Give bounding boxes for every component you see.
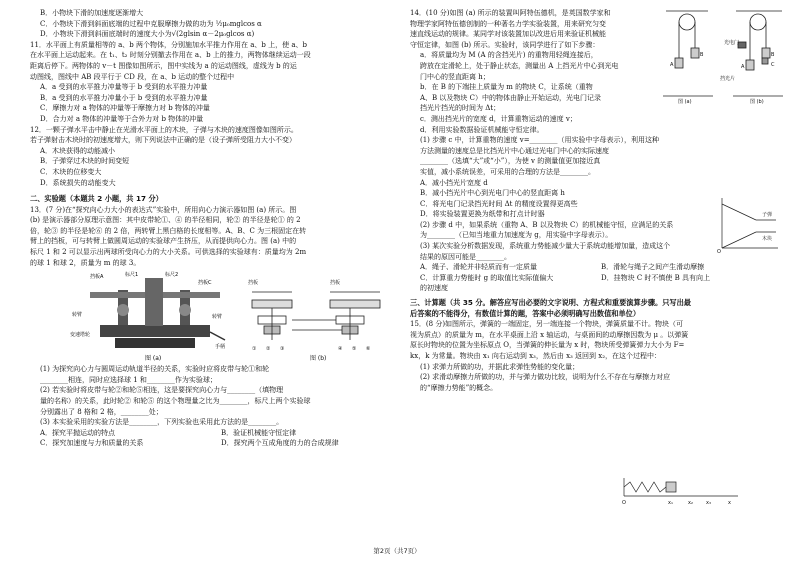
svg-text:手柄: 手柄 <box>215 344 226 351</box>
subquestion-line: 分别露出了 8 格和 2 格，________处； <box>40 407 163 416</box>
option-row <box>40 428 402 439</box>
question-text-line: 臂上的挡板，可与转臂上做圆周运动的实验球产生挤压，从而提供向心力。图 (a) 中的 <box>30 237 297 246</box>
svg-text:挡光片: 挡光片 <box>720 76 736 82</box>
question-text-line: 的球 1 和球 2，质量为 m 的球 3。 <box>30 258 141 267</box>
question-text-line: 15．(8 分)如图所示，弹簧的一端固定，另一端连接一个物块，弹簧质量不计。物块（可 <box>410 320 684 329</box>
question-11-options <box>30 82 402 124</box>
question-text-line: 距离后停下。两物体的 v－t 图像如图所示，图中实线为 a 的运动图线，虚线为 b 的运 <box>30 61 297 70</box>
svg-text:B: B <box>771 52 775 58</box>
question-12-options <box>30 146 402 188</box>
subquestion-line: (3) 本实验采用的实验方法是________，下列实验也采用此方法的是________。 <box>40 418 284 427</box>
option-row <box>420 273 782 284</box>
question-text-line: 14．(10 分)如图 (a) 所示的装置叫阿特伍德机，是英国数学家和 <box>410 9 611 17</box>
question-13 <box>30 205 402 269</box>
question-text-line: kx，k 为常量。物块由 x₁ 向右运动到 x₃，然后由 x₃ 返回到 x₂，在这个过程中： <box>410 352 662 360</box>
option-line: D．系统损失的动能变大 <box>40 178 116 187</box>
svg-text:x₁: x₁ <box>668 500 673 506</box>
option-line: C．木块的位移变大 <box>40 167 102 176</box>
svg-text:转臂: 转臂 <box>72 312 83 319</box>
left-column <box>30 8 402 449</box>
step-line: 跨放在定滑轮上，处于静止状态，测量出 A 上挡光片中心到光电 <box>420 61 619 70</box>
question-text-line: 倍，轮③ 的半径是轮⑥ 的 2 倍，两转臂上黑白格的长度相等。A、B、C 为三根固定在转 <box>30 226 307 235</box>
svg-text:⑤: ⑤ <box>352 346 357 353</box>
question-11 <box>30 40 402 82</box>
option-line: A．木块获得的动能减小 <box>40 146 116 155</box>
option-text: C．探究加速度与力和质量的关系 <box>40 439 144 448</box>
option-text: A．绳子、滑轮并非轻质而有一定质量 <box>420 263 538 272</box>
subquestion-line: D．将实验装置更换为纸带和打点计时器 <box>420 210 545 219</box>
option-line: B．子弹穿过木块的时间变短 <box>40 157 130 166</box>
question-text-line: 标尺 1 和 2 可以显示出两球所受向心力的大小关系。可供选择的实验球有：质量均为 2m <box>30 248 307 257</box>
question-15-subparts <box>410 362 671 394</box>
question-text-line: (b) 是演示器部分原理示意图：其中皮带轮①、④ 的半径相同，轮② 的半径是轮① 的 2 <box>30 216 301 225</box>
option-line: B．a 受到的水平推力冲量小于 b 受到的水平推力冲量 <box>40 93 208 102</box>
option-text <box>601 283 782 294</box>
subquestion-line: B．减小挡光片中心到光电门中心的竖直距离 h <box>420 189 565 198</box>
option-text: D．探究两个互成角度的力的合成规律 <box>221 439 339 448</box>
svg-text:光电门: 光电门 <box>724 40 740 46</box>
question-text-line: 物理学家阿特伍德创制的一种著名力学实验装置，用来研究匀变 <box>410 19 606 28</box>
svg-text:图 (a): 图 (a) <box>678 99 692 105</box>
svg-text:②: ② <box>266 346 271 353</box>
right-column <box>410 8 782 506</box>
option-row <box>420 262 782 273</box>
section-heading-line: 后答案的不能得分，有数值计算的题，答案中必须明确写出数值和单位） <box>410 308 641 318</box>
step-line: b．在 B 的下端挂上质量为 m 的物块 C，让系统（重物 <box>420 83 593 92</box>
svg-text:标尺1: 标尺1 <box>125 272 139 279</box>
question-text-line: 若子弹射击木块时的初速度增大，则下列说法中正确的是（设子弹所受阻力大小不变） <box>30 136 296 145</box>
svg-text:转臂: 转臂 <box>212 314 223 321</box>
svg-text:x₂: x₂ <box>688 500 693 506</box>
svg-text:挡板C: 挡板C <box>198 280 212 287</box>
subquestion-line: 量的名称）的关系，此时轮② 和轮⑤ 的这个物理量之比为________，标尺上两个实验球 <box>40 397 311 406</box>
option-line: A．a 受到的水平推力冲量等于 b 受到的水平推力冲量 <box>40 83 208 92</box>
svg-text:⑥: ⑥ <box>366 346 371 353</box>
svg-text:O: O <box>622 500 626 506</box>
option-d-prev: D．小物块下滑到斜面底端时的速度大小为√(2glsin α－2μ₀glcos α) <box>40 30 255 39</box>
subquestion-line: ________相连，同时应选择球 1 和________作为实验球； <box>40 375 217 384</box>
step-line: 挡光片挡光的时间为 Δt； <box>420 104 501 113</box>
subquestion-line: (2) 求滑动摩擦力所做的功，并与弹力做功比较，说明为什么不存在与摩擦力对应 <box>420 373 671 382</box>
question-text-line: 动图线，图线中 AB 段平行于 CD 段，在 a、b 运动的整个过程中 <box>30 72 235 81</box>
step-line: d．利用实验数据验证机械能守恒定律。 <box>420 125 544 134</box>
question-text-line: 守恒定律，如图 (b) 所示。实验时，该同学进行了如下步骤： <box>410 40 600 49</box>
section-2-heading: 二、实验题（本题共 2 小题，共 17 分） <box>30 194 163 204</box>
subquestion-line: 的“摩擦力势能”的概念。 <box>420 383 498 392</box>
step-line: A、B 以及物块 C）中的物体由静止开始运动，光电门记录 <box>420 93 602 102</box>
question-13-options <box>30 428 402 449</box>
option-row <box>40 438 402 449</box>
svg-text:B: B <box>700 52 704 58</box>
figure-centripetal-apparatus <box>30 270 402 362</box>
subquestion-line: (2) 步骤 d 中，如果系统（重物 A、B 以及物块 C）的机械能守恒，应满足的关系 <box>420 220 674 229</box>
subquestion-line: 方法测量的速度总是比挡光片中心通过光电门中心的实际速度 <box>420 146 609 155</box>
question-text-line: 视为质点）的质量为 m，在水平桌面上沿 x 轴运动，与桌面间的动摩擦因数为 μ 。以弹簧 <box>410 330 689 339</box>
subquestion-line: ________（选填“大”或“小”），为使 v 的测量值更加接近真 <box>420 157 601 166</box>
question-14-options <box>410 262 782 294</box>
question-text-line: 13．(7 分)在“探究向心力大小的表达式”实验中，所用向心力演示器如图 (a) 所示。图 <box>30 205 297 214</box>
option-b-prev: B．小物块下滑的加速度逐渐增大 <box>40 9 144 17</box>
svg-text:③: ③ <box>280 346 285 353</box>
question-text-line: 速直线运动的规律。某同学对该装置加以改进后用来验证机械能 <box>410 30 606 39</box>
section-heading-line: 三、计算题（共 35 分。解答应写出必要的文字说明、方程式和重要演算步骤。只写出最 <box>410 298 691 308</box>
svg-text:O: O <box>717 249 721 255</box>
subquestion-line: A．减小挡光片宽度 d <box>420 178 488 187</box>
option-text: A．探究平抛运动的特点 <box>40 428 116 437</box>
option-text: C．计算重力势能时 g 的取值比实际值偏大 <box>420 273 554 282</box>
option-line: D．合力对 a 物体的冲量等于合外力对 b 物体的冲量 <box>40 114 204 123</box>
question-15 <box>410 319 782 361</box>
question-text-line: 在水平面上运动起来。在 t₁、t₂ 时刻分别撤去作用在 a、b 上的推力，两物体继续运动一段 <box>30 51 311 60</box>
option-text: 的初速度 <box>420 284 448 293</box>
option-c-prev: C．小物块下滑到斜面底端的过程中克服摩擦力做的功为 ½μ₀mglcos α <box>40 19 262 28</box>
question-14-steps <box>410 50 670 135</box>
step-line: 门中心的竖直距离 h； <box>420 72 490 81</box>
svg-text:图 (a): 图 (a) <box>145 355 162 363</box>
figure-b-diagram <box>252 292 380 340</box>
svg-text:A: A <box>670 62 674 68</box>
option-row <box>420 283 782 294</box>
question-12 <box>30 125 402 146</box>
svg-text:x: x <box>728 500 731 506</box>
step-line: a．将质量均为 M (A 的含挡光片) 的重物用轻绳连接后， <box>420 51 598 60</box>
svg-text:挡板: 挡板 <box>330 280 341 287</box>
section-3-heading <box>410 298 782 319</box>
option-line: C．摩擦力对 a 物体的冲量等于摩擦力对 b 物体的冲量 <box>40 104 210 113</box>
subquestion-line: (1) 为探究向心力与圆周运动轨道半径的关系，实验时应将皮带与轮①和轮 <box>40 365 270 374</box>
question-13-subparts <box>30 364 402 428</box>
spring-block-figure <box>620 476 740 506</box>
option-text: D．挂物块 C 时不慎使 B 具有向上 <box>601 273 711 282</box>
svg-text:①: ① <box>252 346 257 353</box>
page-footer: 第2页（共7页） <box>373 547 421 555</box>
svg-text:挡板A: 挡板A <box>90 274 104 281</box>
subquestion-line: 为________（已知当地重力加速度为 g，用实验中字母表示）。 <box>420 231 613 240</box>
figure-atwood-machine <box>658 8 788 103</box>
svg-text:变速塔轮: 变速塔轮 <box>70 332 91 339</box>
svg-text:图 (b): 图 (b) <box>750 99 764 105</box>
step-line: c．测出挡光片的宽度 d，计算重物运动的速度 v； <box>420 114 577 123</box>
question-text-line: 11．水平面上有质量相等的 a、b 两个物体，分别施加水平推力作用在 a、b 上，使 a、b <box>30 40 307 49</box>
velocity-time-graph-bullet <box>716 196 780 254</box>
svg-text:标尺2: 标尺2 <box>165 272 179 279</box>
subquestion-line: 实值，减小系统误差，可采用的合理的方法是________。 <box>420 167 595 176</box>
svg-text:x₃: x₃ <box>706 500 711 506</box>
figure-a-apparatus <box>70 271 225 362</box>
svg-text:A: A <box>741 64 745 70</box>
subquestion-line: (2) 若实验时将皮带与轮②和轮⑤相连，这是要探究向心力与________（填物理 <box>40 386 284 395</box>
question-text-line: 原长时物块的位置为坐标原点 O，当弹簧的伸长量为 x 时，物块所受弹簧弹力大小为 F= <box>410 341 685 350</box>
subquestion-line: (3) 某次实验分析数据发现，系统重力势能减少量大于系统动能增加量，造成这个 <box>420 242 671 251</box>
svg-text:挡板: 挡板 <box>248 280 259 287</box>
subquestion-line: (1) 步骤 c 中，计算重物的速度 v=________（用实验中字母表示），利用这种 <box>420 136 660 145</box>
subquestion-line: C．将光电门记录挡光时间 Δt 的精度设置得更高些 <box>420 199 578 208</box>
option-text: B．验证机械能守恒定律 <box>221 428 297 437</box>
svg-text:④: ④ <box>338 346 343 353</box>
question-text-line: 12．一颗子弹水平击中静止在光滑水平面上的木块，子弹与木块的速度图像如图所示。 <box>30 125 298 134</box>
svg-text:子弹: 子弹 <box>762 212 773 218</box>
svg-text:图 (b): 图 (b) <box>310 355 327 363</box>
svg-text:C: C <box>771 62 775 68</box>
subquestion-line: (1) 求弹力所做的功，并据此求弹性势能的变化量； <box>420 362 580 371</box>
subquestion-line: 结果的原因可能是________。 <box>420 252 511 261</box>
svg-text:木块: 木块 <box>762 236 773 242</box>
option-text: B．滑轮与绳子之间产生滑动摩擦 <box>601 263 705 272</box>
